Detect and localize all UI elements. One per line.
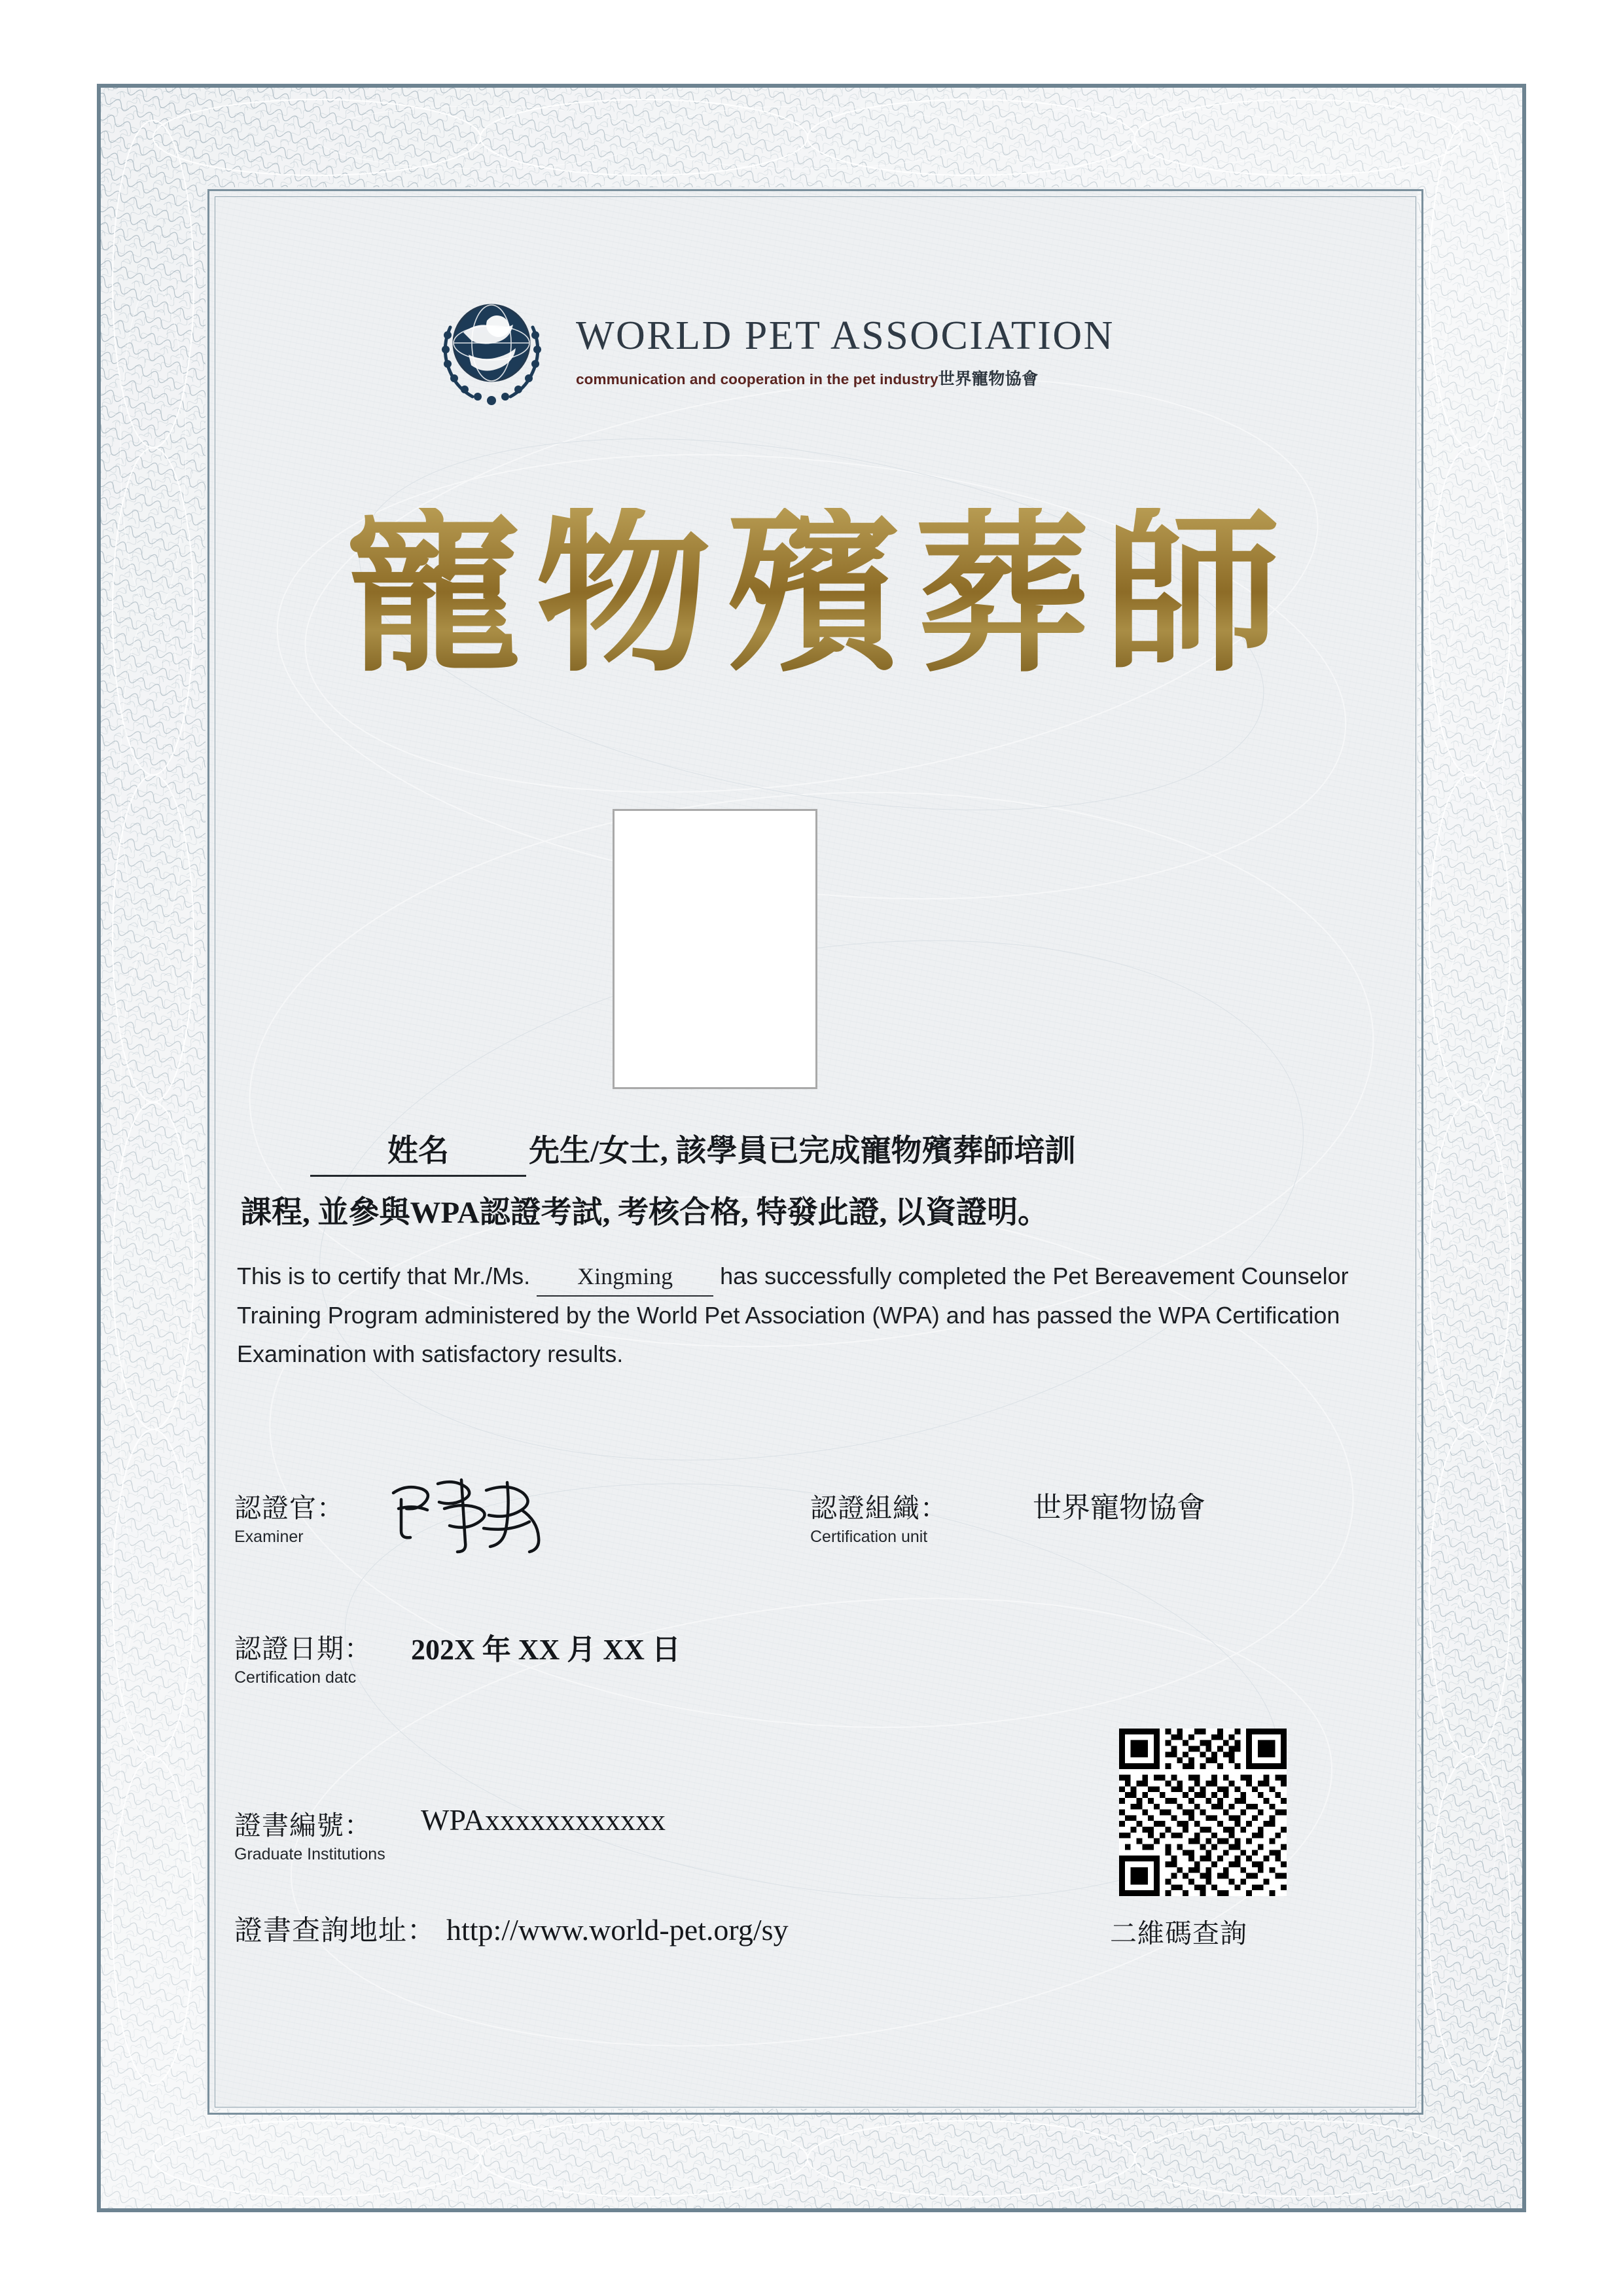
name-field-zh[interactable]: 姓名 (310, 1130, 526, 1177)
body-zh-line-2: 課程, 並參與WPA認證考試, 考核合格, 特發此證, 以資證明。 (241, 1195, 1049, 1230)
qr-caption: 二維碼查詢 (1110, 1918, 1247, 1948)
body-en-suffix: has successfully completed the Pet Bereavement Counselor Training Program administered by the World Pet Association (WPA) and has passed the WPA Certification Examination with satisfactory results. (237, 1263, 1349, 1367)
body-text-en (237, 1257, 1376, 1373)
examiner-label-zh: 認證官： (234, 1493, 344, 1523)
qr-code-icon[interactable] (1119, 1729, 1287, 1896)
certification-date-label-en: Certification datc (234, 1668, 357, 1687)
certification-unit-label-zh: 認證組織： (810, 1493, 948, 1523)
examiner-label-en: Examiner (234, 1528, 304, 1546)
certificate-number-label-zh: 證書編號： (234, 1810, 372, 1840)
examiner-label-stack (234, 1486, 344, 1547)
signature-row (234, 1486, 1386, 1571)
organization-tagline (576, 366, 1115, 389)
certification-unit-label-en: Certification unit (810, 1528, 928, 1546)
body-zh-line-1 (232, 1130, 1397, 1177)
certificate-number-value: WPAxxxxxxxxxxxx (421, 1803, 666, 1837)
lookup-url-label: 證書查詢地址： (234, 1916, 436, 1946)
organization-block (576, 306, 1115, 389)
examiner-field (234, 1486, 344, 1547)
certification-date-field (234, 1627, 681, 1687)
certification-unit-label-stack (810, 1486, 948, 1547)
certificate-number-field (234, 1803, 666, 1864)
certification-unit-field (810, 1486, 1205, 1547)
certificate-content (208, 194, 1418, 2111)
photo-placeholder (613, 809, 817, 1089)
handwritten-signature-icon (382, 1471, 591, 1556)
organization-name-zh: 世界寵物協會 (938, 369, 1039, 388)
certificate-header (424, 287, 1115, 408)
body-zh-line1-tail: 先生/女士, 該學員已完成寵物殯葬師培訓 (529, 1134, 1076, 1168)
certification-date-value: 202X 年 XX 月 XX 日 (411, 1634, 681, 1666)
body-text-zh (232, 1130, 1397, 1234)
certificate-title: 寵物殯葬師 (208, 508, 1418, 683)
certification-date-label-stack (234, 1627, 372, 1687)
name-field-en[interactable]: Xingming (537, 1257, 713, 1297)
certificate-number-label-stack (234, 1804, 385, 1864)
organization-tagline-en: communication and cooperation in the pet industry (576, 370, 938, 387)
certification-date-label-zh: 認證日期： (234, 1634, 372, 1664)
certification-unit-value: 世界寵物協會 (1033, 1492, 1205, 1524)
body-en-prefix: This is to certify that Mr./Ms. (237, 1263, 531, 1289)
globe-wreath-logo-icon (424, 287, 559, 408)
organization-name-en: WORLD PET ASSOCIATION (576, 313, 1115, 358)
certificate-number-label-en: Graduate Institutions (234, 1845, 385, 1863)
lookup-url-row (234, 1909, 789, 1948)
lookup-url-value[interactable]: http://www.world-pet.org/sy (446, 1913, 789, 1946)
